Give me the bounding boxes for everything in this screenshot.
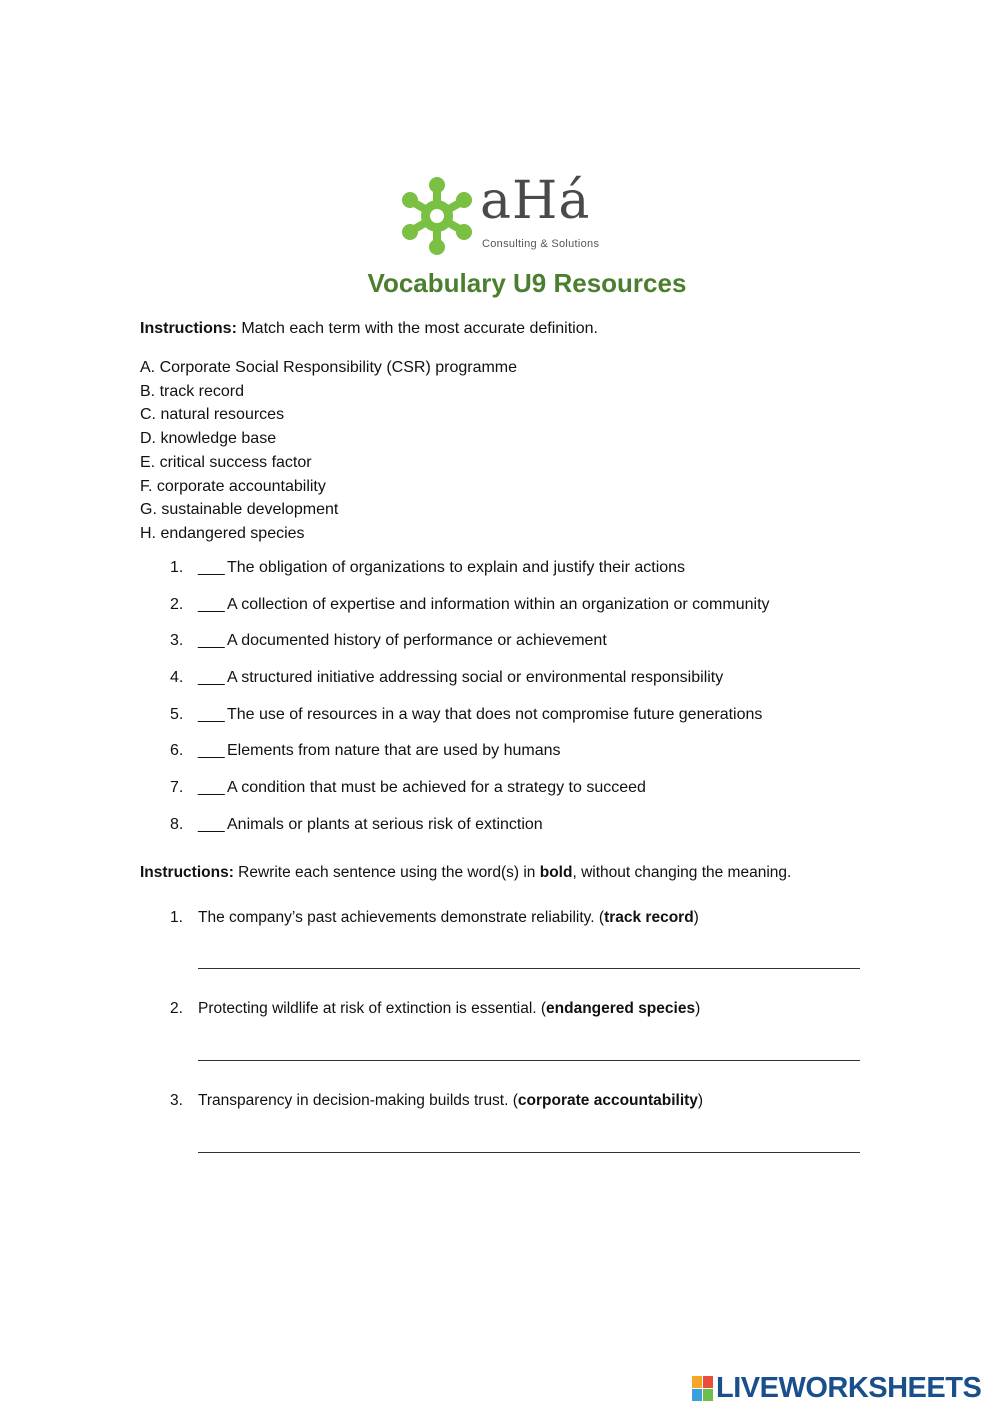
term-item: G. sustainable development	[140, 501, 339, 519]
term-item: A. Corporate Social Responsibility (CSR) programme	[140, 359, 518, 376]
rewrite-sentence	[198, 1000, 700, 1018]
term-item: E. critical success factor	[140, 453, 312, 471]
instructions-matching	[140, 320, 598, 338]
definition-text: Elements from nature that are used by humans	[227, 742, 561, 760]
footer-wordmark: LIVEWORKSHEETS	[716, 1372, 982, 1404]
keyword: endangered species	[546, 1000, 696, 1017]
term-item: B. track record	[140, 382, 245, 400]
definition-number: 1.	[170, 559, 184, 576]
paren-close: )	[697, 1092, 704, 1109]
rewrite-sentence	[198, 1092, 703, 1110]
definition-number: 8.	[170, 815, 184, 833]
definition-number: 3.	[170, 632, 184, 650]
definition-number: 2.	[170, 595, 184, 613]
definition-number: 5.	[170, 705, 184, 723]
definition-number: 4.	[170, 669, 184, 687]
definition-text: The obligation of organizations to explain and justify their actions	[227, 559, 686, 576]
rewrite-number: 1.	[170, 909, 183, 926]
answer-blank[interactable]: ___	[198, 559, 225, 576]
definition-text: A documented history of performance or achievement	[227, 632, 607, 650]
sentence-text: Transparency in decision-making builds trust. (	[198, 1092, 518, 1109]
term-item: D. knowledge base	[140, 430, 277, 448]
instructions-label: Instructions:	[140, 864, 234, 881]
term-item: C. natural resources	[140, 406, 285, 424]
term-list	[140, 356, 517, 546]
definition-text: A collection of expertise and information within an organization or community	[227, 595, 770, 613]
keyword: track record	[604, 909, 694, 926]
rewrite-number: 2.	[170, 1000, 183, 1017]
term-item: H. endangered species	[140, 524, 305, 542]
paren-close: )	[695, 1000, 701, 1017]
answer-blank[interactable]: ___	[198, 742, 225, 760]
definition-number: 7.	[170, 779, 184, 797]
company-logo	[396, 171, 606, 256]
definition-number: 6.	[170, 742, 184, 760]
answer-line[interactable]	[198, 1060, 860, 1061]
answer-blank[interactable]: ___	[198, 595, 225, 613]
instructions-rewrite	[140, 864, 791, 882]
definition-text: A structured initiative addressing social or environmental responsibility	[227, 669, 724, 687]
answer-blank[interactable]: ___	[198, 779, 225, 797]
definition-text: The use of resources in a way that does not compromise future generations	[227, 705, 763, 723]
definition-text: A condition that must be achieved for a strategy to succeed	[227, 779, 646, 797]
answer-line[interactable]	[198, 968, 860, 969]
sentence-text: The company’s past achievements demonstrate reliability. (	[198, 909, 605, 926]
logo-wordmark: aHá	[480, 171, 591, 231]
liveworksheets-logo-icon	[692, 1376, 714, 1402]
instructions-label: Instructions:	[140, 320, 237, 337]
rewrite-sentence	[198, 909, 699, 927]
paren-close: )	[693, 909, 699, 926]
term-item: F. corporate accountability	[140, 477, 326, 495]
answer-blank[interactable]: ___	[198, 632, 225, 650]
instructions-text: Match each term with the most accurate definition.	[236, 320, 598, 337]
answer-blank[interactable]: ___	[198, 815, 225, 833]
definition-text: Animals or plants at serious risk of extinction	[227, 815, 543, 833]
gear-star-icon	[396, 176, 478, 256]
answer-blank[interactable]: ___	[198, 669, 225, 687]
instructions-text: Rewrite each sentence using the word(s) in	[233, 864, 540, 881]
bold-word: bold	[539, 864, 573, 881]
instructions-text-end: , without changing the meaning.	[572, 864, 792, 881]
sentence-text: Protecting wildlife at risk of extinction is essential. (	[198, 1000, 547, 1017]
keyword: corporate accountability	[517, 1092, 698, 1109]
answer-line[interactable]	[198, 1152, 860, 1153]
rewrite-number: 3.	[170, 1092, 183, 1109]
answer-blank[interactable]: ___	[198, 705, 225, 723]
logo-tagline: Consulting & Solutions	[482, 238, 600, 250]
page-title: Vocabulary U9 Resources	[367, 268, 687, 298]
